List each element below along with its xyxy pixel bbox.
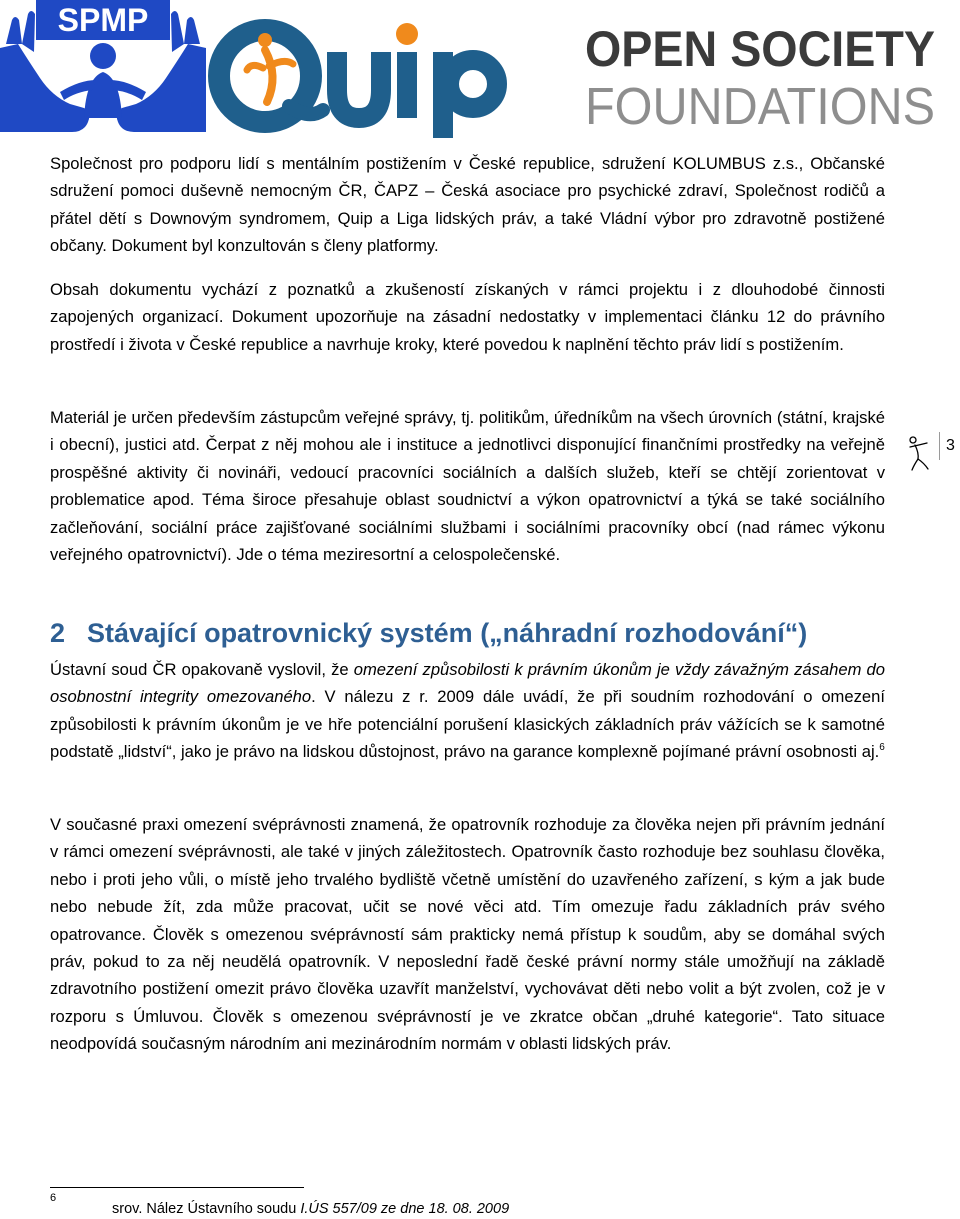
- p4-text-b: . V nálezu z r. 2009 dále uvádí, že při soudním rozhodování o omezení způsobilosti k právním úkonům je ve hře potenciální porušení klasických základních práv vážících se k samotné podstatě „lidství“, jako je právo na lidskou důstojnost, právo na garance komplexně pojímané právní osobnosti aj.: [50, 687, 885, 762]
- person-figure-icon: [907, 435, 935, 471]
- footnote-reference[interactable]: 6: [879, 742, 885, 754]
- content-paragraph: Obsah dokumentu vychází z poznatků a zkušeností získaných v rámci projektu i z dlouhodobé činnosti zapojených organizací. Dokument upozorňuje na zásadní nedostatky v implementaci článku 12 do právního prostředí i života v České republice a navrhuje kroky, které povedou k naplnění těchto práv lidí s postižením.: [50, 280, 885, 354]
- section-title: Stávající opatrovnický systém („náhradní rozhodování“): [87, 618, 808, 648]
- section-heading: [50, 614, 807, 652]
- page-number-divider: [939, 432, 940, 460]
- footnote-text: [112, 1199, 509, 1219]
- audience-paragraph: Materiál je určen především zástupcům veřejné správy, tj. politikům, úředníkům na všech úrovních (státní, krajské i obecní), justici atd. Čerpat z něj mohou ale i instituce a jednotlivci disponující finančními prostředky na veřejně prospěšné aktivity či novináři, vedoucí pracovníci sociálních a dalších služeb, kteří se chtějí zorientovat v problematice apod. Téma široce přesahuje oblast soudnictví a výkon opatrovnictví a týká se také sociálního začleňování, sociální práce zajišťované sociálními službami i sociálními pracovníky obcí (nad rámec výkonu veřejného opatrovnictví). Jde o téma meziresortní a celospolečenské.: [50, 408, 885, 565]
- p4-quote: omezení způsobilosti k právním úkonům je vždy závažným zásahem do osobnostní integrity omezovaného: [50, 660, 885, 707]
- footnote-text-a: srov. Nález Ústavního soudu: [112, 1201, 301, 1217]
- spmp-logo: [0, 0, 206, 138]
- page-number: 3: [946, 437, 955, 454]
- constitutional-court-paragraph: [50, 656, 885, 766]
- quip-logo-text: Quip: [205, 6, 208, 7]
- spmp-logo-text: SPMP: [57, 2, 149, 38]
- osf-line-1: OPEN SOCIETY: [585, 21, 935, 77]
- section-number: 2: [50, 618, 66, 648]
- current-practice-paragraph: V současné praxi omezení svéprávnosti znamená, že opatrovník rozhoduje za člověka nejen při právním jednání v rámci omezení svéprávnosti, ale také v jiných záležitostech. Opatrovník často rozhoduje bez souhlasu člověka, nebo i proti jeho vůli, o místě jeho trvalého bydliště včetně umístění do uzavřeného zařízení, s kým a jak bude nebo nebude žít, zda může pracovat, učit se nové věci atd. Tím omezuje řadu základních práv svého opatrovance. Člověk s omezenou svéprávností sám prakticky nemá přístup k soudům, aby se domáhal svých práv, pokud to za něj neudělá opatrovník. V neposlední řadě české právní normy stále umožňují na základě zdravotního postižení omezit právo člověka uzavřít manželství, vychovávat děti nebo volit a být zvolen, což je v rozporu s Úmluvou. Člověk s omezenou svéprávností je ve zkratce občan „druhé kategorie“. Tato situace neodpovídá současným národním ani mezinárodním normám v oblasti lidských práv.: [50, 815, 885, 1054]
- quip-logo: [205, 6, 555, 138]
- intro-paragraph: Společnost pro podporu lidí s mentálním postižením v České republice, sdružení KOLUMBUS z.s., Občanské sdružení pomoci duševně nemocným ČR, ČAPZ – Česká asociace pro psychické zdraví, Společnost rodičů a přátel dětí s Downovým syndromem, Quip a Liga lidských práv, a také Vládní výbor pro zdravotně postižené občany. Dokument byl konzultován s členy platformy.: [50, 154, 885, 256]
- osf-logo: [585, 20, 945, 130]
- footnote-citation: I.ÚS 557/09 ze dne 18. 08. 2009: [300, 1201, 510, 1217]
- footnote-number: 6: [50, 1192, 57, 1204]
- footnote-rule: [50, 1187, 304, 1188]
- p4-text-a: Ústavní soud ČR opakovaně vyslovil, že: [50, 660, 354, 679]
- osf-line-2: FOUNDATIONS: [585, 78, 935, 130]
